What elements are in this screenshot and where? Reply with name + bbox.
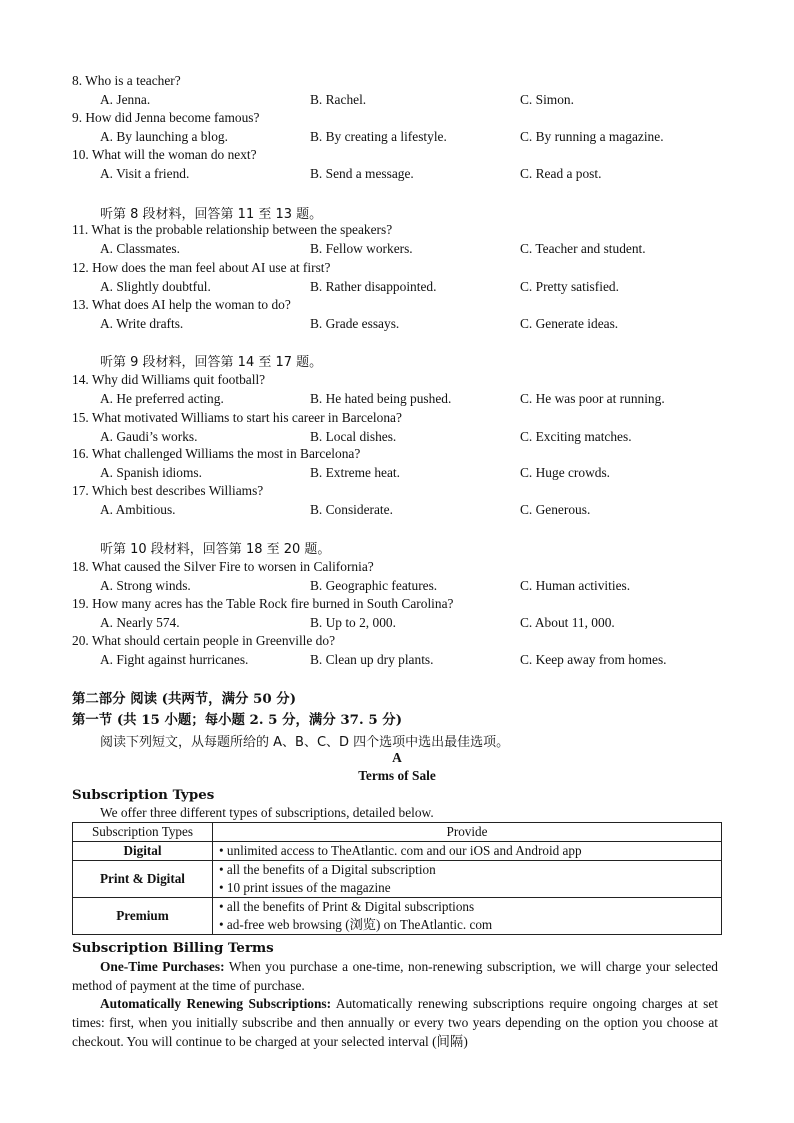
option-c: C. Huge crowds. bbox=[520, 464, 611, 480]
benefit-item: • all the benefits of Print & Digital subscriptions bbox=[219, 899, 475, 914]
table-row bbox=[73, 861, 722, 898]
passage-letter: A bbox=[392, 750, 402, 765]
options-row bbox=[100, 465, 740, 483]
option-a: A. He preferred acting. bbox=[100, 390, 224, 406]
auto-renewing-label: Automatically Renewing Subscriptions: bbox=[100, 996, 332, 1011]
one-time-purchases bbox=[72, 957, 718, 995]
option-a: A. By launching a blog. bbox=[100, 128, 228, 144]
option-b: B. Rather disappointed. bbox=[310, 278, 437, 294]
table-row bbox=[73, 842, 722, 861]
option-c: C. Keep away from homes. bbox=[520, 651, 667, 667]
option-a: A. Classmates. bbox=[100, 240, 180, 256]
subscription-benefits bbox=[213, 898, 722, 935]
option-a: A. Visit a friend. bbox=[100, 165, 190, 181]
options-row bbox=[100, 429, 740, 447]
question-stem: 17. Which best describes Williams? bbox=[72, 483, 264, 498]
option-c: C. About 11, 000. bbox=[520, 614, 615, 630]
option-b: B. Geographic features. bbox=[310, 577, 438, 593]
option-c: C. Exciting matches. bbox=[520, 428, 632, 444]
option-a: A. Slightly doubtful. bbox=[100, 278, 211, 294]
question-stem: 8. Who is a teacher? bbox=[72, 73, 181, 88]
option-a: A. Ambitious. bbox=[100, 501, 176, 517]
one-time-purchases-text: When you purchase a one-time, non-renewing subscription, we will charge your selected method of payment at the time of purchase. bbox=[72, 959, 718, 993]
option-a: A. Gaudi’s works. bbox=[100, 428, 198, 444]
option-c: C. Pretty satisfied. bbox=[520, 278, 619, 294]
options-row bbox=[100, 92, 740, 110]
option-b: B. Extreme heat. bbox=[310, 464, 400, 480]
option-b: B. Fellow workers. bbox=[310, 240, 413, 256]
article-title: Terms of Sale bbox=[358, 768, 436, 783]
benefit-item: • ad-free web browsing (浏览) on TheAtlantic. com bbox=[219, 917, 493, 932]
benefit-item: • 10 print issues of the magazine bbox=[219, 880, 391, 895]
question-stem: 20. What should certain people in Greenville do? bbox=[72, 633, 336, 648]
question-stem: 18. What caused the Silver Fire to worsen in California? bbox=[72, 559, 374, 574]
question-stem: 14. Why did Williams quit football? bbox=[72, 372, 266, 387]
option-a: A. Fight against hurricanes. bbox=[100, 651, 249, 667]
question-stem: 16. What challenged Williams the most in Barcelona? bbox=[72, 446, 361, 461]
section-8-instruction: 听第 8 段材料，回答第 11 至 13 题。 bbox=[100, 207, 323, 222]
auto-renewing-text: Automatically renewing subscriptions require ongoing charges at set times: first, when you initially subscribe and then annually or every two years depending on the option you choose at checkout. You will continue to be charged at your selected interval (间隔) bbox=[72, 996, 718, 1049]
option-a: A. Write drafts. bbox=[100, 315, 184, 331]
option-b: B. Grade essays. bbox=[310, 315, 400, 331]
options-row bbox=[100, 502, 740, 520]
question-stem: 10. What will the woman do next? bbox=[72, 147, 257, 162]
option-a: A. Strong winds. bbox=[100, 577, 191, 593]
question-stem: 9. How did Jenna become famous? bbox=[72, 110, 260, 125]
option-a: A. Spanish idioms. bbox=[100, 464, 202, 480]
option-b: B. By creating a lifestyle. bbox=[310, 128, 447, 144]
options-row bbox=[100, 279, 740, 297]
subscription-benefits bbox=[213, 861, 722, 898]
part2-title: 第二部分 阅读 (共两节，满分 50 分) bbox=[72, 691, 297, 707]
billing-terms-heading: Subscription Billing Terms bbox=[72, 940, 274, 956]
subscription-table bbox=[72, 822, 722, 935]
subscription-type: Digital bbox=[73, 842, 213, 861]
options-row bbox=[100, 166, 740, 184]
option-c: C. Human activities. bbox=[520, 577, 631, 593]
option-c: C. Generate ideas. bbox=[520, 315, 619, 331]
option-c: C. Teacher and student. bbox=[520, 240, 646, 256]
subscription-types-heading: Subscription Types bbox=[72, 787, 215, 803]
options-row bbox=[100, 241, 740, 259]
header-types: Subscription Types bbox=[73, 823, 213, 842]
section-10-instruction: 听第 10 段材料，回答第 18 至 20 题。 bbox=[100, 542, 331, 557]
table-header-row bbox=[73, 823, 722, 842]
option-b: B. Clean up dry plants. bbox=[310, 651, 434, 667]
option-c: C. Read a post. bbox=[520, 165, 602, 181]
option-b: B. Up to 2, 000. bbox=[310, 614, 396, 630]
options-row bbox=[100, 316, 740, 334]
options-row bbox=[100, 578, 740, 596]
options-row bbox=[100, 615, 740, 633]
benefit-item: • all the benefits of a Digital subscription bbox=[219, 862, 436, 877]
header-provide: Provide bbox=[213, 823, 722, 842]
option-a: A. Jenna. bbox=[100, 91, 151, 107]
options-row bbox=[100, 652, 740, 670]
auto-renewing bbox=[72, 994, 718, 1051]
option-c: C. By running a magazine. bbox=[520, 128, 664, 144]
subscription-type: Premium bbox=[73, 898, 213, 935]
option-b: B. He hated being pushed. bbox=[310, 390, 452, 406]
option-b: B. Considerate. bbox=[310, 501, 393, 517]
option-c: C. He was poor at running. bbox=[520, 390, 665, 406]
subscription-benefits bbox=[213, 842, 722, 861]
option-b: B. Rachel. bbox=[310, 91, 367, 107]
reading-instruction: 阅读下列短文，从每题所给的 A、B、C、D 四个选项中选出最佳选项。 bbox=[100, 735, 510, 750]
section1-title: 第一节 (共 15 小题；每小题 2. 5 分，满分 37. 5 分) bbox=[72, 712, 403, 728]
question-stem: 15. What motivated Williams to start his career in Barcelona? bbox=[72, 410, 402, 425]
one-time-purchases-label: One-Time Purchases: bbox=[100, 959, 225, 974]
question-stem: 11. What is the probable relationship between the speakers? bbox=[72, 222, 393, 237]
benefit-item: • unlimited access to TheAtlantic. com and our iOS and Android app bbox=[219, 843, 582, 858]
subscription-intro: We offer three different types of subscriptions, detailed below. bbox=[100, 805, 434, 820]
section-9-instruction: 听第 9 段材料，回答第 14 至 17 题。 bbox=[100, 355, 323, 370]
options-row bbox=[100, 391, 740, 409]
subscription-type: Print & Digital bbox=[73, 861, 213, 898]
option-b: B. Send a message. bbox=[310, 165, 414, 181]
option-c: C. Generous. bbox=[520, 501, 591, 517]
option-b: B. Local dishes. bbox=[310, 428, 397, 444]
question-stem: 19. How many acres has the Table Rock fire burned in South Carolina? bbox=[72, 596, 454, 611]
option-a: A. Nearly 574. bbox=[100, 614, 180, 630]
table-row bbox=[73, 898, 722, 935]
option-c: C. Simon. bbox=[520, 91, 574, 107]
question-stem: 12. How does the man feel about AI use at first? bbox=[72, 260, 331, 275]
question-stem: 13. What does AI help the woman to do? bbox=[72, 297, 291, 312]
options-row bbox=[100, 129, 740, 147]
